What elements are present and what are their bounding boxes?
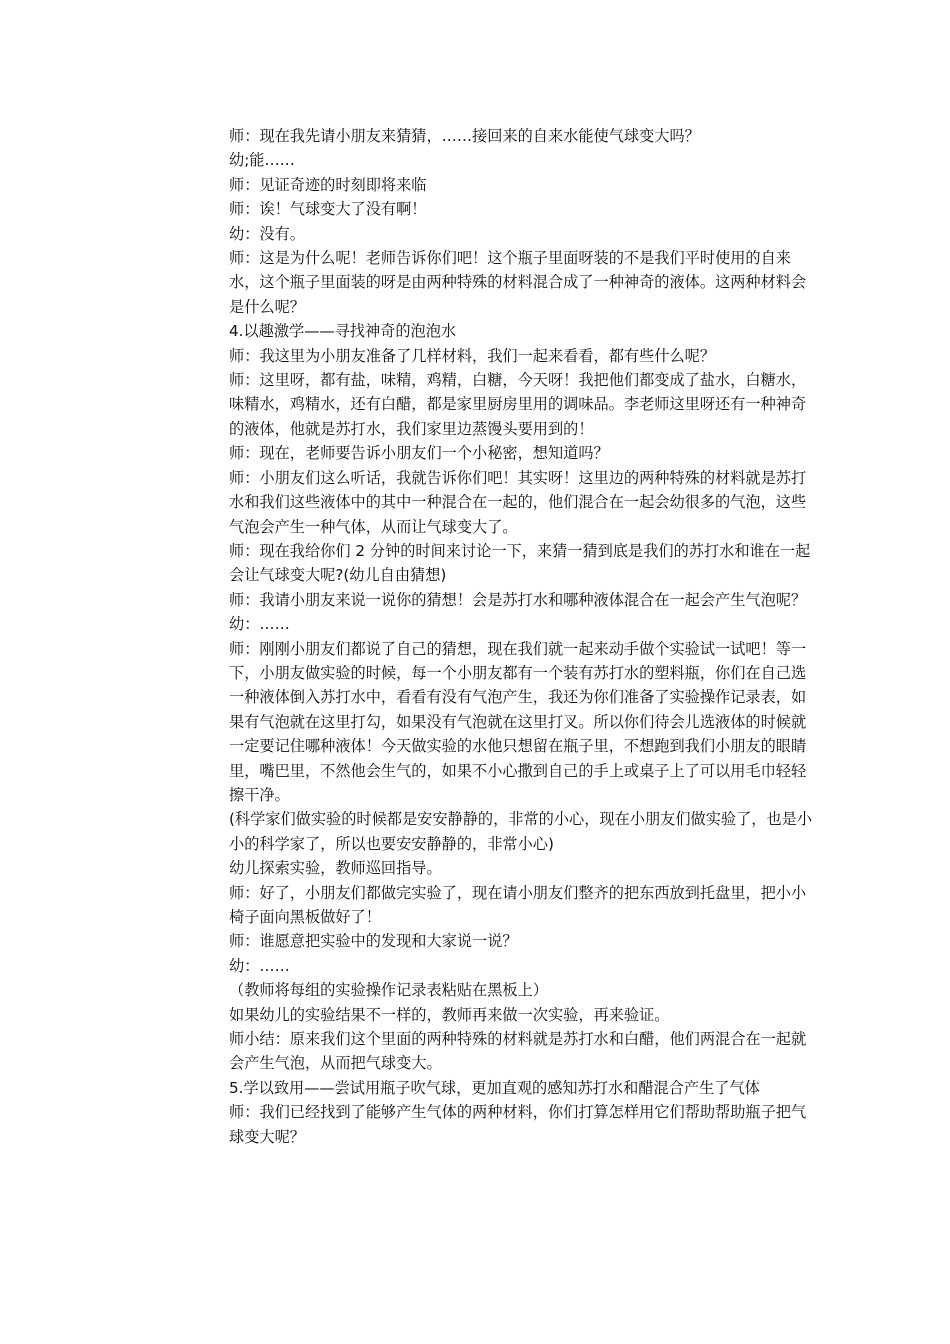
paragraph: (科学家们做实验的时候都是安安静静的，非常的小心，现在小朋友们做实验了，也是小小的科学家了，所以也要安安静静的，非常小心) xyxy=(229,810,813,853)
section-heading: 4.以趣激学——寻找神奇的泡泡水 xyxy=(229,322,457,341)
paragraph: 幼儿探索实验，教师巡回指导。 xyxy=(229,859,442,878)
paragraph: 如果幼儿的实验结果不一样的，教师再来做一次实验，再来验证。 xyxy=(229,1005,670,1024)
paragraph: 师：刚刚小朋友们都说了自己的猜想，现在我们就一起来动手做个实验试一试吧！等一下，小朋友做实验的时候，每一个小朋友都有一个装有苏打水的塑料瓶，你们在自己选一种液体倒入苏打水中，看看有没有气泡产生，我还为你们准备了实验操作记录表，如果有气泡就在这里打勾，如果没有气泡就在这里打叉。所以你们待会儿选液体的时候就一定要记住哪种液体！今天做实验的水他只想留在瓶子里，不想跑到我们小朋友的眼睛里，嘴巴里，不然他会生气的，如果不小心撒到自己的手上或桌子上了可以用毛巾轻轻擦干净。 xyxy=(229,639,807,804)
paragraph: 师：现在我先请小朋友来猜猜，……接回来的自来水能使气球变大吗？ xyxy=(229,127,700,145)
paragraph: 师：小朋友们这么听话，我就告诉你们吧！其实呀！这里边的两种特殊的材料就是苏打水和我们这些液体中的其中一种混合在一起的，他们混合在一起会幼很多的气泡，这些气泡会产生一种气体，从而让气球变大了。 xyxy=(229,468,807,536)
paragraph: 师小结：原来我们这个里面的两种特殊的材料就是苏打水和白醋，他们两混合在一起就会产生气泡，从而把气球变大。 xyxy=(229,1030,807,1073)
paragraph: 幼：…… xyxy=(229,956,290,975)
paragraph: （教师将每组的实验操作记录表粘贴在黑板上） xyxy=(229,981,548,1000)
paragraph: 幼;能…… xyxy=(229,151,295,170)
paragraph: 幼：…… xyxy=(229,615,290,634)
paragraph: 师：好了，小朋友们都做完实验了，现在请小朋友们整齐的把东西放到托盘里，把小小椅子面向黑板做好了！ xyxy=(229,883,807,926)
paragraph: 师：我这里为小朋友准备了几样材料，我们一起来看看，都有些什么呢？ xyxy=(229,346,715,365)
paragraph: 师：现在，老师要告诉小朋友们一个小秘密，想知道吗？ xyxy=(229,444,609,463)
paragraph: 师：谁愿意把实验中的发现和大家说一说？ xyxy=(229,932,518,951)
paragraph: 师：现在我给你们 2 分钟的时间来讨论一下，来猜一猜到底是我们的苏打水和谁在一起会让气球变大呢?(幼儿自由猜想) xyxy=(229,541,811,585)
paragraph: 师：这是为什么呢！老师告诉你们吧！这个瓶子里面呀装的不是我们平时使用的自来水，这个瓶子里面装的呀是由两种特殊的材料混合成了一种神奇的液体。这两种材料会是什么呢？ xyxy=(229,249,807,316)
section-heading: 5.学以致用——尝试用瓶子吹气球，更加直观的感知苏打水和醋混合产生了气体 xyxy=(229,1078,760,1097)
paragraph: 师：我请小朋友来说一说你的猜想！会是苏打水和哪种液体混合在一起会产生气泡呢？ xyxy=(229,590,807,609)
paragraph: 师：见证奇迹的时刻即将来临 xyxy=(229,175,427,194)
paragraph: 师：我们已经找到了能够产生气体的两种材料，你们打算怎样用它们帮助帮助瓶子把气球变大呢？ xyxy=(229,1103,807,1146)
paragraph: 幼：没有。 xyxy=(229,224,305,243)
paragraph: 师：诶！气球变大了没有啊！ xyxy=(229,200,427,219)
paragraph: 师：这里呀，都有盐，味精，鸡精，白糖，今天呀！我把他们都变成了盐水，白糖水，味精水，鸡精水，还有白醋，都是家里厨房里用的调味品。李老师这里呀还有一种神奇的液体，他就是苏打水，我们家里边蒸馒头要用到的！ xyxy=(229,371,807,438)
document-page xyxy=(229,124,819,1149)
